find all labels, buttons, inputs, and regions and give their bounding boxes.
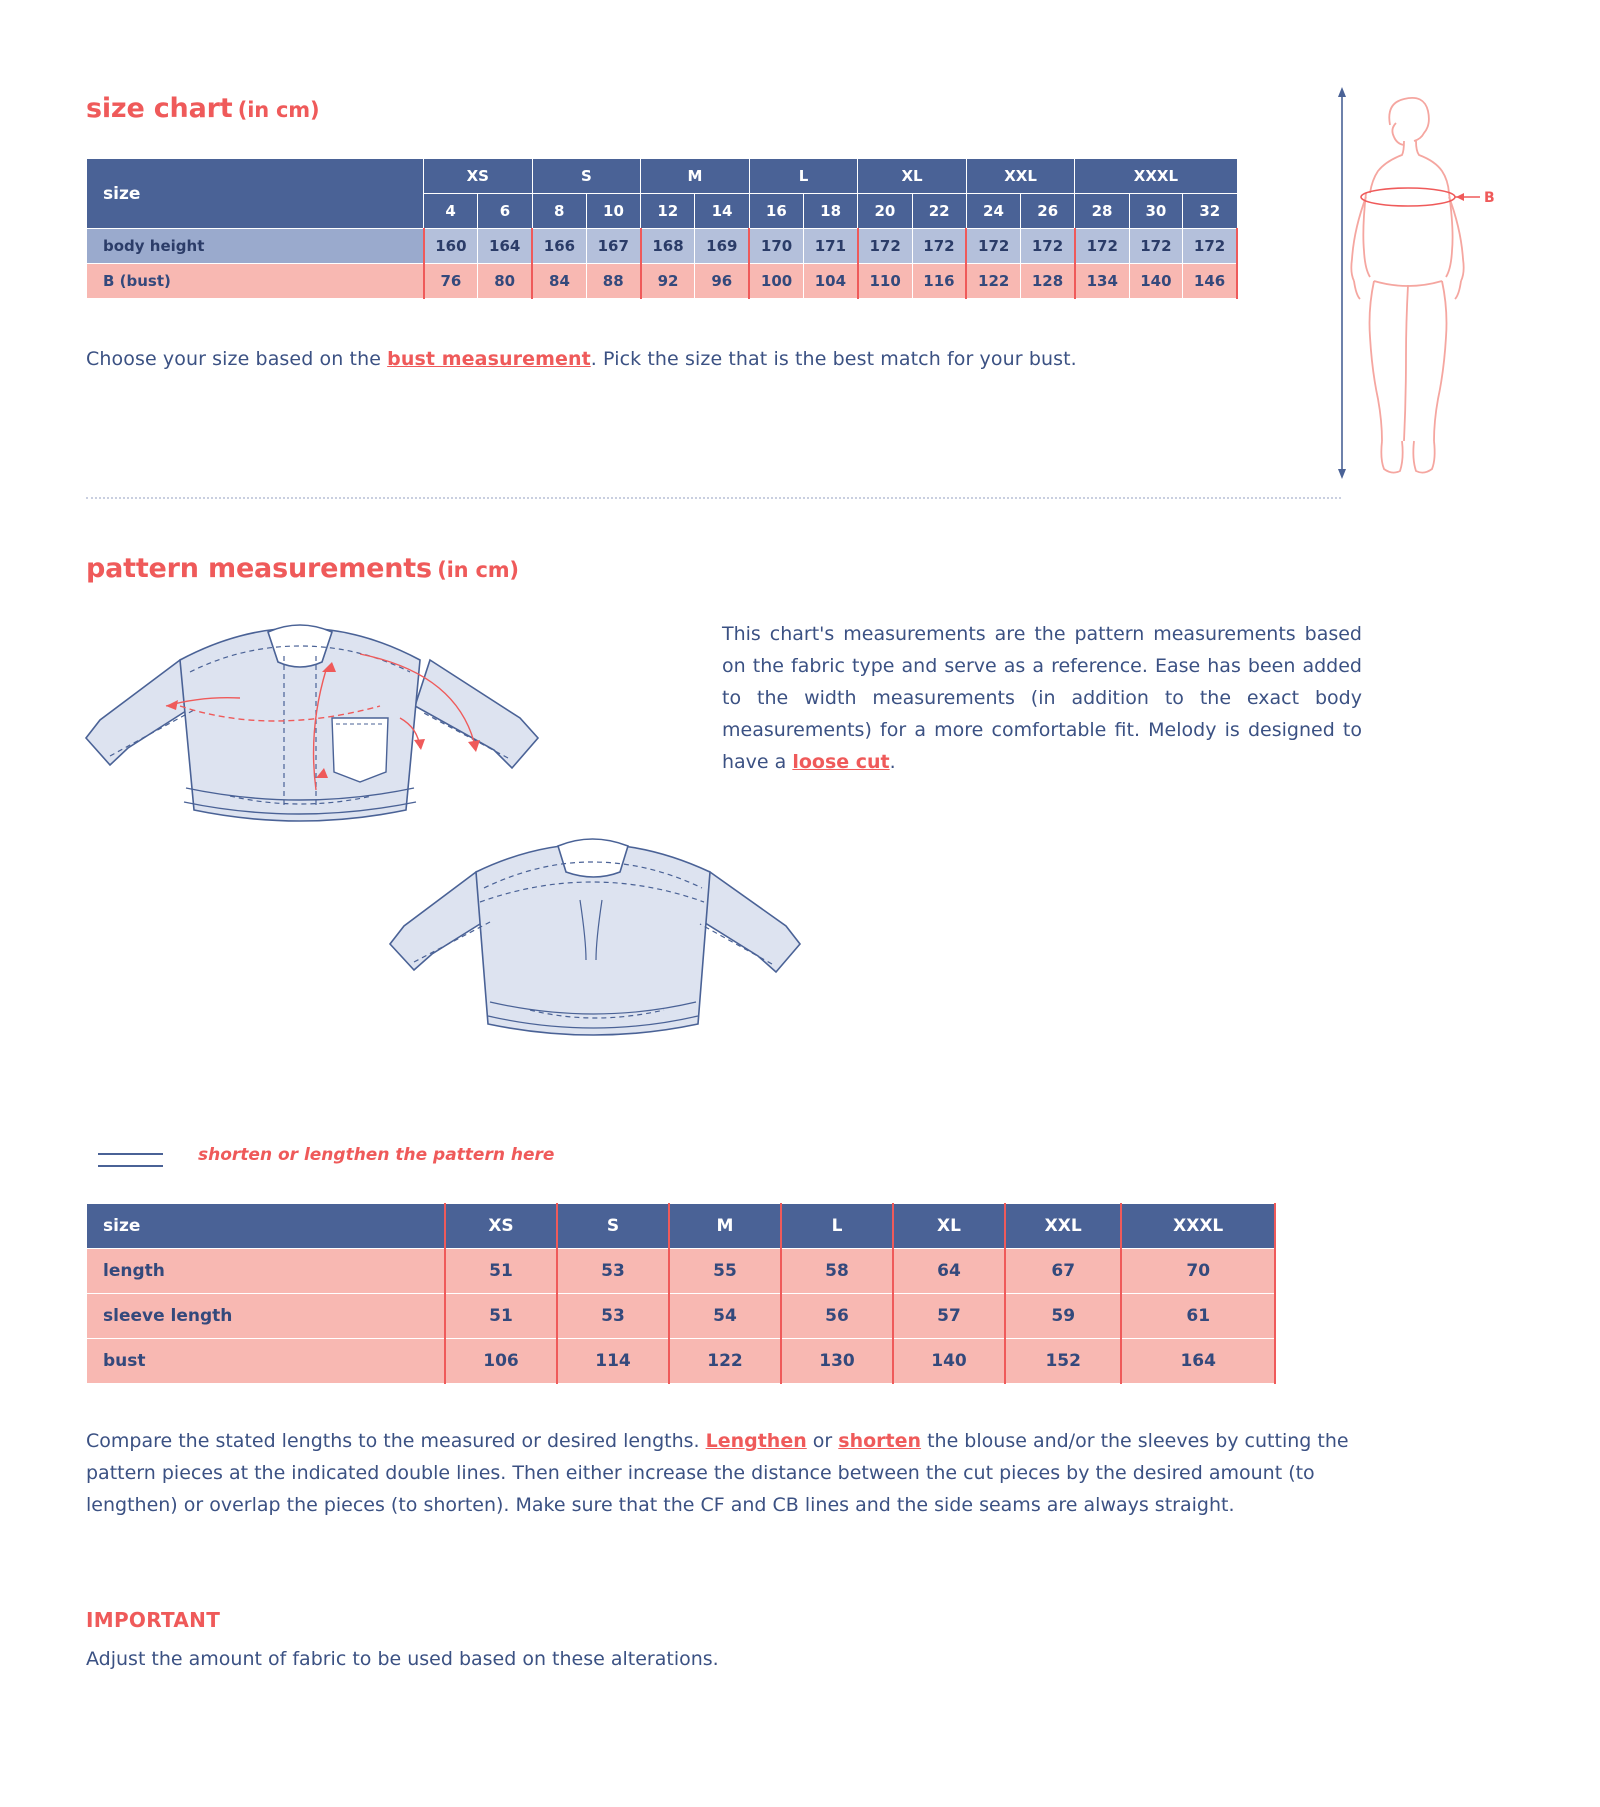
pm-cell-sleeve-length: 51 bbox=[445, 1294, 557, 1339]
cell-body-height: 160 bbox=[424, 229, 478, 264]
important-text: Adjust the amount of fabric to be used based on these alterations. bbox=[86, 1648, 719, 1670]
pm-row-label-length: length bbox=[87, 1249, 446, 1294]
cell-body-height: 172 bbox=[858, 229, 912, 264]
row-label-bust bbox=[87, 264, 424, 299]
numeric-size: 6 bbox=[478, 194, 532, 229]
numeric-size: 4 bbox=[424, 194, 478, 229]
cell-bust: 76 bbox=[424, 264, 478, 299]
pm-header-xxl: XXL bbox=[1005, 1204, 1121, 1249]
mannequin-figure bbox=[1330, 85, 1580, 505]
blouse-back-illustration bbox=[380, 830, 880, 1130]
para2-part1: Compare the stated lengths to the measured or desired lengths. bbox=[86, 1430, 706, 1452]
letter-size-m: M bbox=[641, 159, 750, 194]
pm-cell-length: 70 bbox=[1121, 1249, 1275, 1294]
para2-link-shorten: shorten bbox=[838, 1430, 922, 1452]
note-text-post: . Pick the size that is the best match for your bust. bbox=[590, 348, 1077, 370]
double-line-icon bbox=[98, 1153, 163, 1167]
numeric-size: 26 bbox=[1021, 194, 1075, 229]
letter-size-xxl: XXL bbox=[966, 159, 1075, 194]
para2-part3: the blouse and/or the sleeves by cutting the pattern pieces at the indicated double lines. Then either increase the distance between the cut pieces by the desired amount (to lengthen) or overlap the pieces (to shorten). Make sure that the CF and CB lines and the side seams are always straight. bbox=[86, 1430, 1349, 1516]
cell-bust: 122 bbox=[966, 264, 1020, 299]
alteration-instructions bbox=[86, 1425, 1356, 1521]
cell-bust: 134 bbox=[1075, 264, 1129, 299]
table-row-length bbox=[87, 1249, 1276, 1294]
table-row-letter-sizes bbox=[87, 159, 1238, 194]
mannequin-svg bbox=[1330, 85, 1580, 505]
cell-body-height: 168 bbox=[641, 229, 695, 264]
cell-bust: 100 bbox=[749, 264, 803, 299]
size-chart-table bbox=[86, 158, 1238, 299]
pm-header-xxxl: XXXL bbox=[1121, 1204, 1275, 1249]
pattern-paragraph-pre: This chart's measurements are the pattern measurements based on the fabric type and serve as a reference. Ease has been added to the width measurements (in addition to the exact body measurements) for a more comfortable fit. Melody is designed to have a bbox=[722, 623, 1362, 773]
pattern-paragraph-post: . bbox=[889, 751, 896, 773]
pm-header-xs: XS bbox=[445, 1204, 557, 1249]
cell-bust: 96 bbox=[695, 264, 749, 299]
pattern-measurements-table bbox=[86, 1203, 1276, 1384]
pm-cell-bust: 106 bbox=[445, 1339, 557, 1384]
para2-part2: or bbox=[806, 1430, 839, 1452]
table-header-row bbox=[87, 1204, 1276, 1249]
pattern-intro-paragraph bbox=[722, 618, 1362, 778]
pattern-link-loose-cut: loose cut bbox=[792, 751, 890, 773]
numeric-size: 24 bbox=[966, 194, 1020, 229]
pm-cell-bust: 122 bbox=[669, 1339, 781, 1384]
cell-bust: 88 bbox=[586, 264, 640, 299]
numeric-size: 30 bbox=[1129, 194, 1182, 229]
blouse-back-svg bbox=[380, 830, 880, 1130]
numeric-size: 20 bbox=[858, 194, 912, 229]
pm-cell-length: 53 bbox=[557, 1249, 669, 1294]
pm-cell-sleeve-length: 57 bbox=[893, 1294, 1005, 1339]
numeric-size: 16 bbox=[749, 194, 803, 229]
letter-size-s: S bbox=[532, 159, 641, 194]
note-link-bust-measurement: bust measurement bbox=[387, 348, 591, 370]
cell-body-height: 167 bbox=[586, 229, 640, 264]
numeric-size: 12 bbox=[641, 194, 695, 229]
pm-row-label-sleeve-length: sleeve length bbox=[87, 1294, 446, 1339]
note-text-pre: Choose your size based on the bbox=[86, 348, 388, 370]
numeric-size: 8 bbox=[532, 194, 586, 229]
numeric-size: 28 bbox=[1075, 194, 1129, 229]
pm-cell-length: 55 bbox=[669, 1249, 781, 1294]
pm-row-label-bust: bust bbox=[87, 1339, 446, 1384]
figure-label-b: B bbox=[1484, 190, 1495, 206]
numeric-size: 14 bbox=[695, 194, 749, 229]
size-chart-note bbox=[86, 348, 1316, 370]
pm-header-m: M bbox=[669, 1204, 781, 1249]
cell-bust: 92 bbox=[641, 264, 695, 299]
legend-label: shorten or lengthen the pattern here bbox=[198, 1145, 555, 1165]
pm-cell-sleeve-length: 54 bbox=[669, 1294, 781, 1339]
table-row-bust bbox=[87, 264, 1238, 299]
cell-bust: 80 bbox=[478, 264, 532, 299]
numeric-size: 32 bbox=[1183, 194, 1237, 229]
letter-size-l: L bbox=[749, 159, 858, 194]
pm-header-xl: XL bbox=[893, 1204, 1005, 1249]
pattern-measurements-title bbox=[86, 553, 519, 584]
cell-bust: 140 bbox=[1129, 264, 1182, 299]
cell-body-height: 172 bbox=[1129, 229, 1182, 264]
pm-header-size: size bbox=[87, 1204, 446, 1249]
cell-bust: 84 bbox=[532, 264, 586, 299]
pm-cell-bust: 164 bbox=[1121, 1339, 1275, 1384]
table-row-sleeve-length bbox=[87, 1294, 1276, 1339]
cell-body-height: 172 bbox=[1075, 229, 1129, 264]
cell-body-height: 171 bbox=[803, 229, 857, 264]
letter-size-xl: XL bbox=[858, 159, 967, 194]
cell-bust: 110 bbox=[858, 264, 912, 299]
size-chart-title-unit: (in cm) bbox=[237, 98, 320, 122]
pm-cell-sleeve-length: 61 bbox=[1121, 1294, 1275, 1339]
cell-bust: 104 bbox=[803, 264, 857, 299]
pm-cell-bust: 140 bbox=[893, 1339, 1005, 1384]
pm-header-s: S bbox=[557, 1204, 669, 1249]
pm-cell-length: 58 bbox=[781, 1249, 893, 1294]
cell-bust: 116 bbox=[912, 264, 966, 299]
cell-body-height: 172 bbox=[912, 229, 966, 264]
bust-label-text: (bust) bbox=[114, 272, 171, 290]
pm-cell-bust: 152 bbox=[1005, 1339, 1121, 1384]
pm-cell-bust: 114 bbox=[557, 1339, 669, 1384]
row-label-body-height: body height bbox=[87, 229, 424, 264]
numeric-size: 18 bbox=[803, 194, 857, 229]
cell-body-height: 172 bbox=[1183, 229, 1237, 264]
cell-body-height: 169 bbox=[695, 229, 749, 264]
section-divider bbox=[86, 497, 1341, 499]
cell-bust: 128 bbox=[1021, 264, 1075, 299]
pm-cell-length: 51 bbox=[445, 1249, 557, 1294]
numeric-size: 10 bbox=[586, 194, 640, 229]
important-heading: IMPORTANT bbox=[86, 1608, 221, 1632]
size-chart-title bbox=[86, 93, 319, 124]
table-row-body-height bbox=[87, 229, 1238, 264]
letter-size-xxxl: XXXL bbox=[1075, 159, 1237, 194]
bust-letter: B bbox=[103, 272, 115, 290]
pattern-title-unit: (in cm) bbox=[437, 558, 519, 582]
table-row-bust-pattern bbox=[87, 1339, 1276, 1384]
pm-cell-sleeve-length: 53 bbox=[557, 1294, 669, 1339]
size-header-cell: size bbox=[87, 159, 424, 229]
numeric-size: 22 bbox=[912, 194, 966, 229]
cell-body-height: 170 bbox=[749, 229, 803, 264]
cell-body-height: 164 bbox=[478, 229, 532, 264]
cell-body-height: 166 bbox=[532, 229, 586, 264]
pm-cell-bust: 130 bbox=[781, 1339, 893, 1384]
pm-cell-length: 64 bbox=[893, 1249, 1005, 1294]
cell-body-height: 172 bbox=[966, 229, 1020, 264]
pm-cell-sleeve-length: 56 bbox=[781, 1294, 893, 1339]
pattern-legend bbox=[98, 1145, 698, 1175]
para2-link-lengthen: Lengthen bbox=[705, 1430, 807, 1452]
pm-header-l: L bbox=[781, 1204, 893, 1249]
size-chart-title-main: size chart bbox=[86, 93, 233, 124]
pattern-title-main: pattern measurements bbox=[86, 553, 432, 584]
letter-size-xs: XS bbox=[424, 159, 533, 194]
cell-bust: 146 bbox=[1183, 264, 1237, 299]
pm-cell-length: 67 bbox=[1005, 1249, 1121, 1294]
cell-body-height: 172 bbox=[1021, 229, 1075, 264]
pm-cell-sleeve-length: 59 bbox=[1005, 1294, 1121, 1339]
